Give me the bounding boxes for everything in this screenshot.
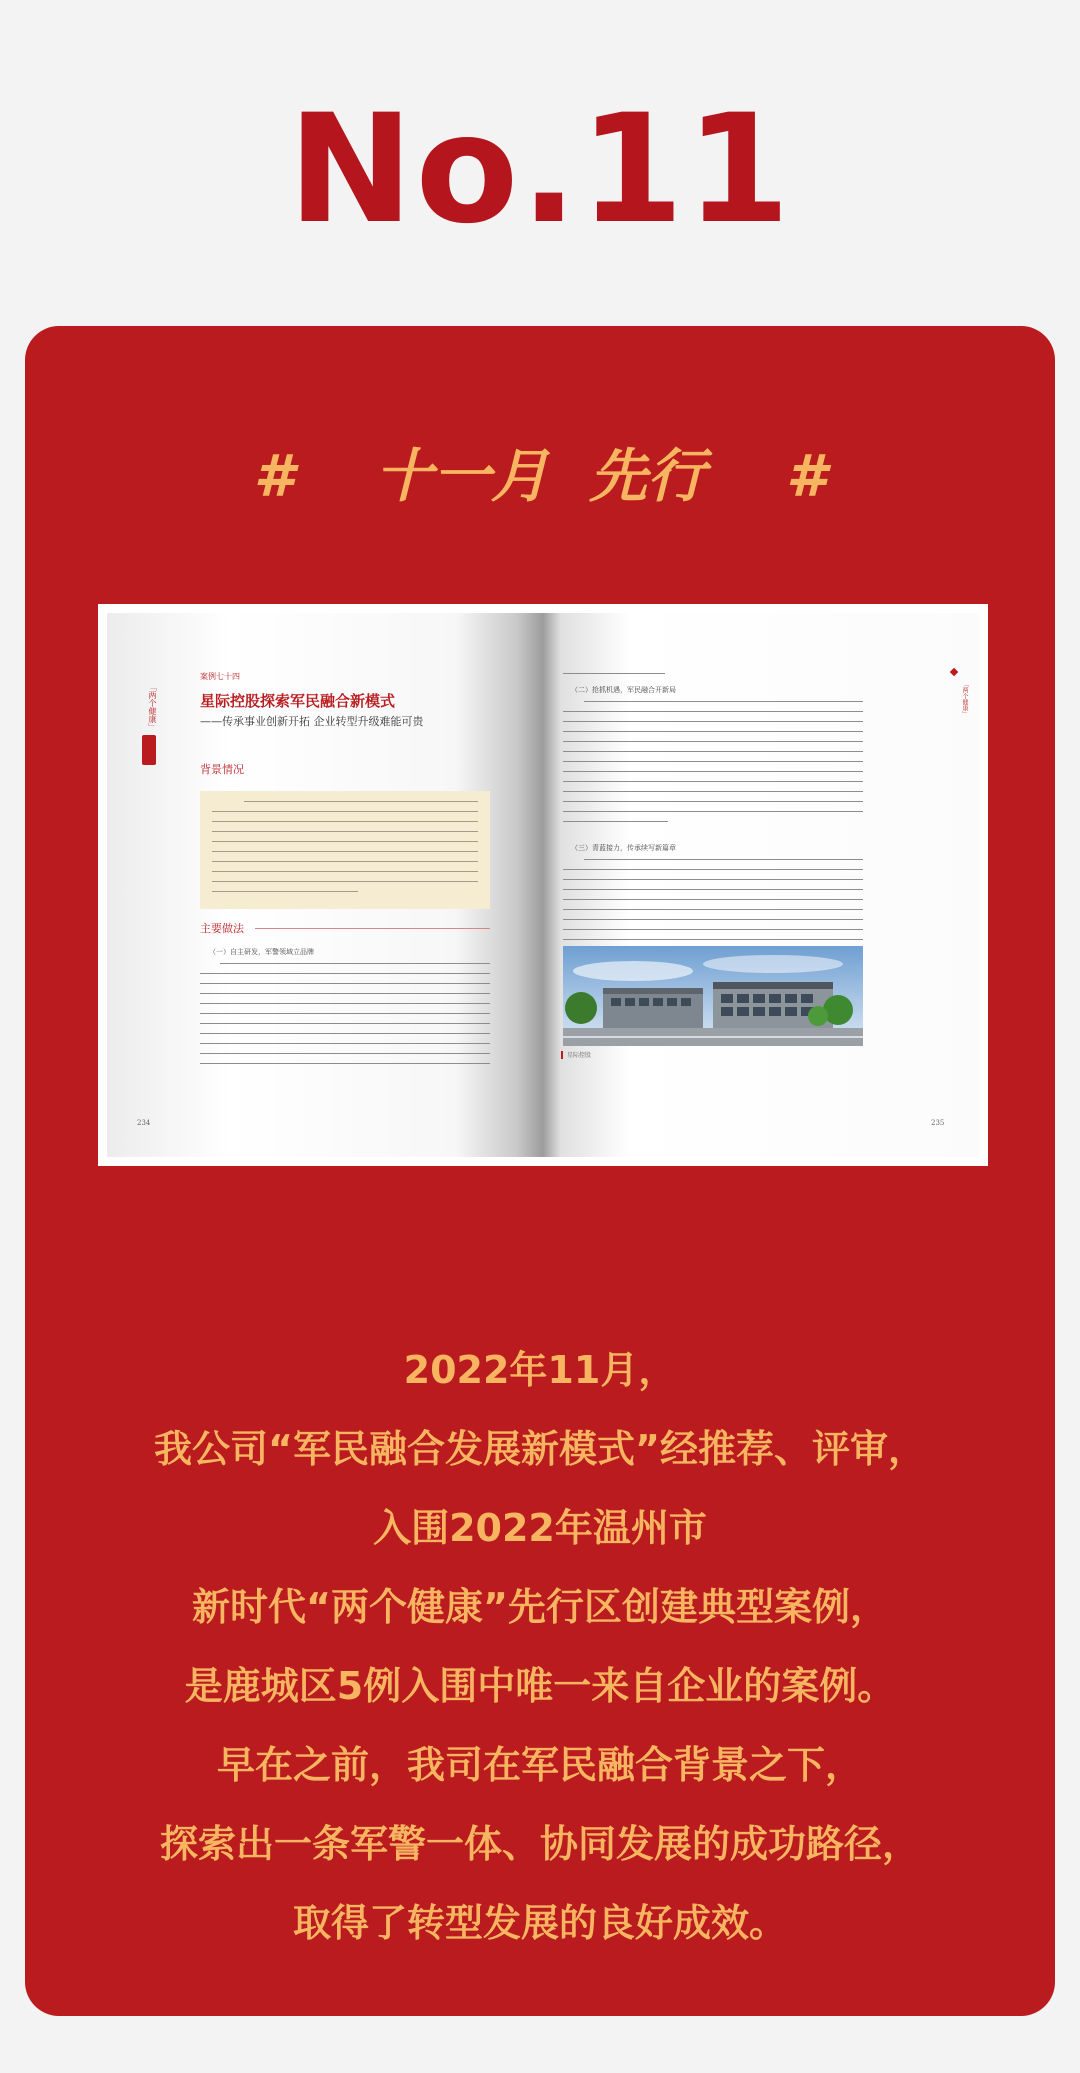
book-photo xyxy=(98,604,988,1166)
section-heading-approach: 主要做法 xyxy=(200,922,244,935)
building-icon xyxy=(563,946,863,1046)
section-heading-background: 背景情况 xyxy=(200,763,244,776)
corner-diamond-icon xyxy=(950,668,958,676)
subsection-heading-2: （二）抢抓机遇，军民融合开新局 xyxy=(571,686,676,694)
body-line: 入围2022年温州市 xyxy=(373,1506,707,1550)
red-seal-mark xyxy=(142,735,156,765)
left-body-text xyxy=(200,963,490,1073)
subsection-heading-1: （一）自主研发，军警领域立品牌 xyxy=(209,948,314,956)
right-page xyxy=(559,613,979,1157)
body-line: 早在之前，我司在军民融合背景之下， xyxy=(216,1743,863,1787)
company-building-photo xyxy=(563,946,863,1046)
vertical-series-title: 「两个健康」 xyxy=(148,683,157,731)
body-line: 新时代“两个健康”先行区创建典型案例， xyxy=(192,1585,888,1629)
body-line: 探索出一条军警一体、协同发展的成功路径， xyxy=(159,1822,920,1866)
left-page-number: 234 xyxy=(137,1119,151,1127)
case-subtitle: ——传承事业创新开拓 企业转型升级难能可贵 xyxy=(200,715,424,728)
body-line: 2022年11月， xyxy=(403,1348,677,1392)
left-page xyxy=(107,613,527,1157)
announcement-text xyxy=(25,1331,1055,1963)
body-line: 我公司“军民融合发展新模式”经推荐、评审， xyxy=(154,1427,926,1471)
open-book-spread xyxy=(107,613,979,1157)
caption-marker xyxy=(561,1051,563,1059)
case-title: 星际控股探索军民融合新模式 xyxy=(200,692,396,710)
photo-caption: 星际控股 xyxy=(567,1052,592,1059)
running-header: 「两个健康」 xyxy=(961,681,968,717)
right-page-number: 235 xyxy=(931,1119,945,1127)
body-line: 是鹿城区5例入围中唯一来自企业的案例。 xyxy=(184,1664,896,1708)
section-divider xyxy=(255,928,490,929)
page-number-headline: No.11 xyxy=(287,83,793,257)
right-body-text-middle xyxy=(563,701,863,831)
content-card xyxy=(25,326,1055,2016)
subsection-heading-3: （三）青蓝接力，传承续写新篇章 xyxy=(571,844,676,852)
right-body-text-bottom xyxy=(563,859,863,949)
body-line: 取得了转型发展的良好成效。 xyxy=(292,1901,787,1945)
case-number: 案例七十四 xyxy=(200,672,240,681)
right-body-text-top xyxy=(563,673,853,683)
tagline: # 十一月 先行 # xyxy=(253,442,827,510)
background-text-box xyxy=(200,791,490,909)
